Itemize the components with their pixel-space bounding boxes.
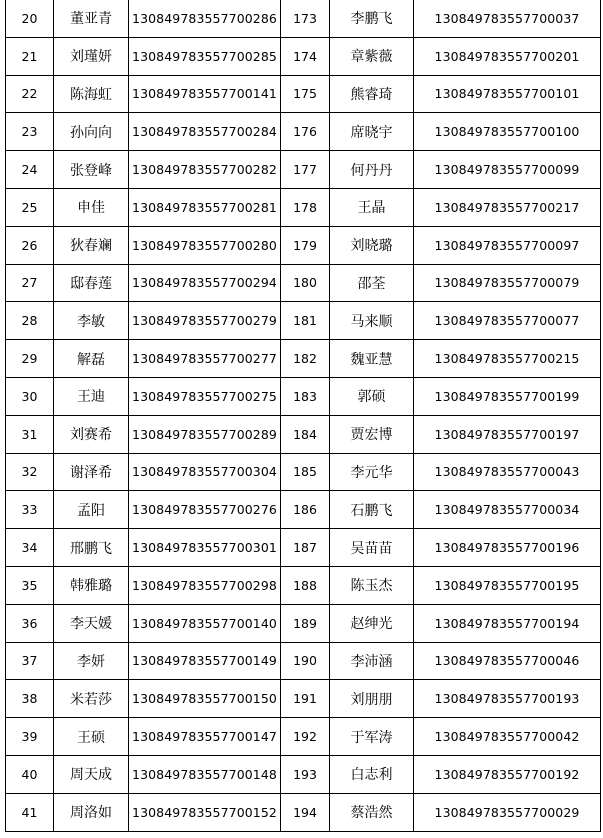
row-number-right: 190 xyxy=(281,642,330,680)
id-code-right: 130849783557700099 xyxy=(414,151,601,189)
row-number-right: 181 xyxy=(281,302,330,340)
row-number-right: 175 xyxy=(281,75,330,113)
row-number-right: 177 xyxy=(281,151,330,189)
id-code-left: 130849783557700289 xyxy=(129,415,281,453)
id-code-left: 130849783557700148 xyxy=(129,755,281,793)
row-number-right: 186 xyxy=(281,491,330,529)
id-code-left: 130849783557700298 xyxy=(129,566,281,604)
id-code-right: 130849783557700215 xyxy=(414,340,601,378)
person-name-right: 马来顺 xyxy=(330,302,414,340)
person-name-right: 熊睿琦 xyxy=(330,75,414,113)
id-code-right: 130849783557700193 xyxy=(414,680,601,718)
id-code-right: 130849783557700046 xyxy=(414,642,601,680)
table-row xyxy=(6,680,601,718)
table-row xyxy=(6,529,601,567)
row-number-left: 25 xyxy=(6,188,54,226)
person-name-right: 郭硕 xyxy=(330,377,414,415)
id-code-right: 130849783557700034 xyxy=(414,491,601,529)
id-code-right: 130849783557700037 xyxy=(414,0,601,37)
id-code-left: 130849783557700276 xyxy=(129,491,281,529)
row-number-left: 36 xyxy=(6,604,54,642)
id-code-right: 130849783557700079 xyxy=(414,264,601,302)
row-number-left: 33 xyxy=(6,491,54,529)
table-row xyxy=(6,226,601,264)
row-number-right: 193 xyxy=(281,755,330,793)
id-code-left: 130849783557700277 xyxy=(129,340,281,378)
person-name-left: 董亚青 xyxy=(54,0,129,37)
id-code-right: 130849783557700100 xyxy=(414,113,601,151)
row-number-left: 24 xyxy=(6,151,54,189)
table-row xyxy=(6,377,601,415)
id-code-left: 130849783557700275 xyxy=(129,377,281,415)
row-number-right: 176 xyxy=(281,113,330,151)
id-code-right: 130849783557700197 xyxy=(414,415,601,453)
roster-table-body xyxy=(6,0,601,831)
row-number-left: 23 xyxy=(6,113,54,151)
table-row xyxy=(6,113,601,151)
person-name-right: 章紫薇 xyxy=(330,37,414,75)
person-name-left: 王硕 xyxy=(54,718,129,756)
row-number-right: 182 xyxy=(281,340,330,378)
row-number-left: 37 xyxy=(6,642,54,680)
id-code-right: 130849783557700042 xyxy=(414,718,601,756)
row-number-right: 194 xyxy=(281,793,330,831)
row-number-left: 41 xyxy=(6,793,54,831)
id-code-left: 130849783557700149 xyxy=(129,642,281,680)
table-row xyxy=(6,264,601,302)
table-row xyxy=(6,453,601,491)
row-number-right: 180 xyxy=(281,264,330,302)
id-code-left: 130849783557700141 xyxy=(129,75,281,113)
id-code-right: 130849783557700217 xyxy=(414,188,601,226)
row-number-left: 27 xyxy=(6,264,54,302)
person-name-right: 于军涛 xyxy=(330,718,414,756)
id-code-right: 130849783557700077 xyxy=(414,302,601,340)
row-number-left: 21 xyxy=(6,37,54,75)
id-code-right: 130849783557700101 xyxy=(414,75,601,113)
person-name-left: 孙向向 xyxy=(54,113,129,151)
table-row xyxy=(6,642,601,680)
id-code-right: 130849783557700043 xyxy=(414,453,601,491)
table-row xyxy=(6,491,601,529)
row-number-left: 39 xyxy=(6,718,54,756)
person-name-right: 魏亚慧 xyxy=(330,340,414,378)
person-name-right: 蔡浩然 xyxy=(330,793,414,831)
row-number-left: 28 xyxy=(6,302,54,340)
row-number-right: 184 xyxy=(281,415,330,453)
row-number-left: 29 xyxy=(6,340,54,378)
id-code-left: 130849783557700140 xyxy=(129,604,281,642)
id-code-left: 130849783557700280 xyxy=(129,226,281,264)
id-code-right: 130849783557700194 xyxy=(414,604,601,642)
person-name-left: 邸春莲 xyxy=(54,264,129,302)
id-code-left: 130849783557700152 xyxy=(129,793,281,831)
id-code-right: 130849783557700097 xyxy=(414,226,601,264)
person-name-right: 陈玉杰 xyxy=(330,566,414,604)
id-code-left: 130849783557700301 xyxy=(129,529,281,567)
id-code-left: 130849783557700150 xyxy=(129,680,281,718)
row-number-left: 22 xyxy=(6,75,54,113)
person-name-right: 李元华 xyxy=(330,453,414,491)
row-number-left: 26 xyxy=(6,226,54,264)
person-name-left: 谢泽希 xyxy=(54,453,129,491)
row-number-left: 32 xyxy=(6,453,54,491)
row-number-right: 192 xyxy=(281,718,330,756)
row-number-left: 40 xyxy=(6,755,54,793)
row-number-left: 34 xyxy=(6,529,54,567)
person-name-left: 周洛如 xyxy=(54,793,129,831)
person-name-right: 李鹏飞 xyxy=(330,0,414,37)
table-row xyxy=(6,566,601,604)
person-name-left: 邢鹏飞 xyxy=(54,529,129,567)
id-code-left: 130849783557700279 xyxy=(129,302,281,340)
person-name-left: 刘瑾妍 xyxy=(54,37,129,75)
person-name-left: 陈海虹 xyxy=(54,75,129,113)
table-row xyxy=(6,755,601,793)
person-name-right: 刘朋朋 xyxy=(330,680,414,718)
table-row xyxy=(6,75,601,113)
id-code-right: 130849783557700192 xyxy=(414,755,601,793)
person-name-left: 韩雅璐 xyxy=(54,566,129,604)
table-row xyxy=(6,718,601,756)
person-name-left: 孟阳 xyxy=(54,491,129,529)
row-number-left: 20 xyxy=(6,0,54,37)
person-name-left: 狄春斓 xyxy=(54,226,129,264)
row-number-right: 187 xyxy=(281,529,330,567)
row-number-right: 191 xyxy=(281,680,330,718)
person-name-left: 李天媛 xyxy=(54,604,129,642)
id-code-right: 130849783557700196 xyxy=(414,529,601,567)
id-code-right: 130849783557700201 xyxy=(414,37,601,75)
row-number-right: 183 xyxy=(281,377,330,415)
id-code-left: 130849783557700284 xyxy=(129,113,281,151)
id-code-left: 130849783557700304 xyxy=(129,453,281,491)
id-code-right: 130849783557700029 xyxy=(414,793,601,831)
row-number-right: 174 xyxy=(281,37,330,75)
roster-table xyxy=(5,0,601,832)
row-number-right: 173 xyxy=(281,0,330,37)
table-row xyxy=(6,37,601,75)
row-number-left: 31 xyxy=(6,415,54,453)
table-row xyxy=(6,415,601,453)
person-name-right: 贾宏博 xyxy=(330,415,414,453)
id-code-right: 130849783557700195 xyxy=(414,566,601,604)
person-name-left: 周天成 xyxy=(54,755,129,793)
person-name-left: 张登峰 xyxy=(54,151,129,189)
table-row xyxy=(6,151,601,189)
person-name-left: 李妍 xyxy=(54,642,129,680)
table-row xyxy=(6,188,601,226)
table-row xyxy=(6,0,601,37)
id-code-left: 130849783557700285 xyxy=(129,37,281,75)
row-number-right: 188 xyxy=(281,566,330,604)
id-code-left: 130849783557700147 xyxy=(129,718,281,756)
person-name-right: 邵荃 xyxy=(330,264,414,302)
person-name-left: 王迪 xyxy=(54,377,129,415)
row-number-left: 35 xyxy=(6,566,54,604)
row-number-right: 185 xyxy=(281,453,330,491)
person-name-left: 刘赛希 xyxy=(54,415,129,453)
table-row xyxy=(6,604,601,642)
person-name-right: 何丹丹 xyxy=(330,151,414,189)
row-number-left: 38 xyxy=(6,680,54,718)
person-name-right: 石鹏飞 xyxy=(330,491,414,529)
person-name-right: 席晓宇 xyxy=(330,113,414,151)
person-name-right: 吴苗苗 xyxy=(330,529,414,567)
table-row xyxy=(6,793,601,831)
row-number-right: 178 xyxy=(281,188,330,226)
row-number-right: 189 xyxy=(281,604,330,642)
table-row xyxy=(6,340,601,378)
id-code-left: 130849783557700294 xyxy=(129,264,281,302)
table-row xyxy=(6,302,601,340)
person-name-right: 赵绅光 xyxy=(330,604,414,642)
id-code-left: 130849783557700281 xyxy=(129,188,281,226)
person-name-right: 李沛涵 xyxy=(330,642,414,680)
id-code-left: 130849783557700286 xyxy=(129,0,281,37)
id-code-left: 130849783557700282 xyxy=(129,151,281,189)
person-name-left: 李敏 xyxy=(54,302,129,340)
person-name-right: 刘晓璐 xyxy=(330,226,414,264)
person-name-left: 解磊 xyxy=(54,340,129,378)
person-name-right: 王晶 xyxy=(330,188,414,226)
person-name-left: 申佳 xyxy=(54,188,129,226)
row-number-right: 179 xyxy=(281,226,330,264)
row-number-left: 30 xyxy=(6,377,54,415)
person-name-right: 白志利 xyxy=(330,755,414,793)
person-name-left: 米若莎 xyxy=(54,680,129,718)
id-code-right: 130849783557700199 xyxy=(414,377,601,415)
